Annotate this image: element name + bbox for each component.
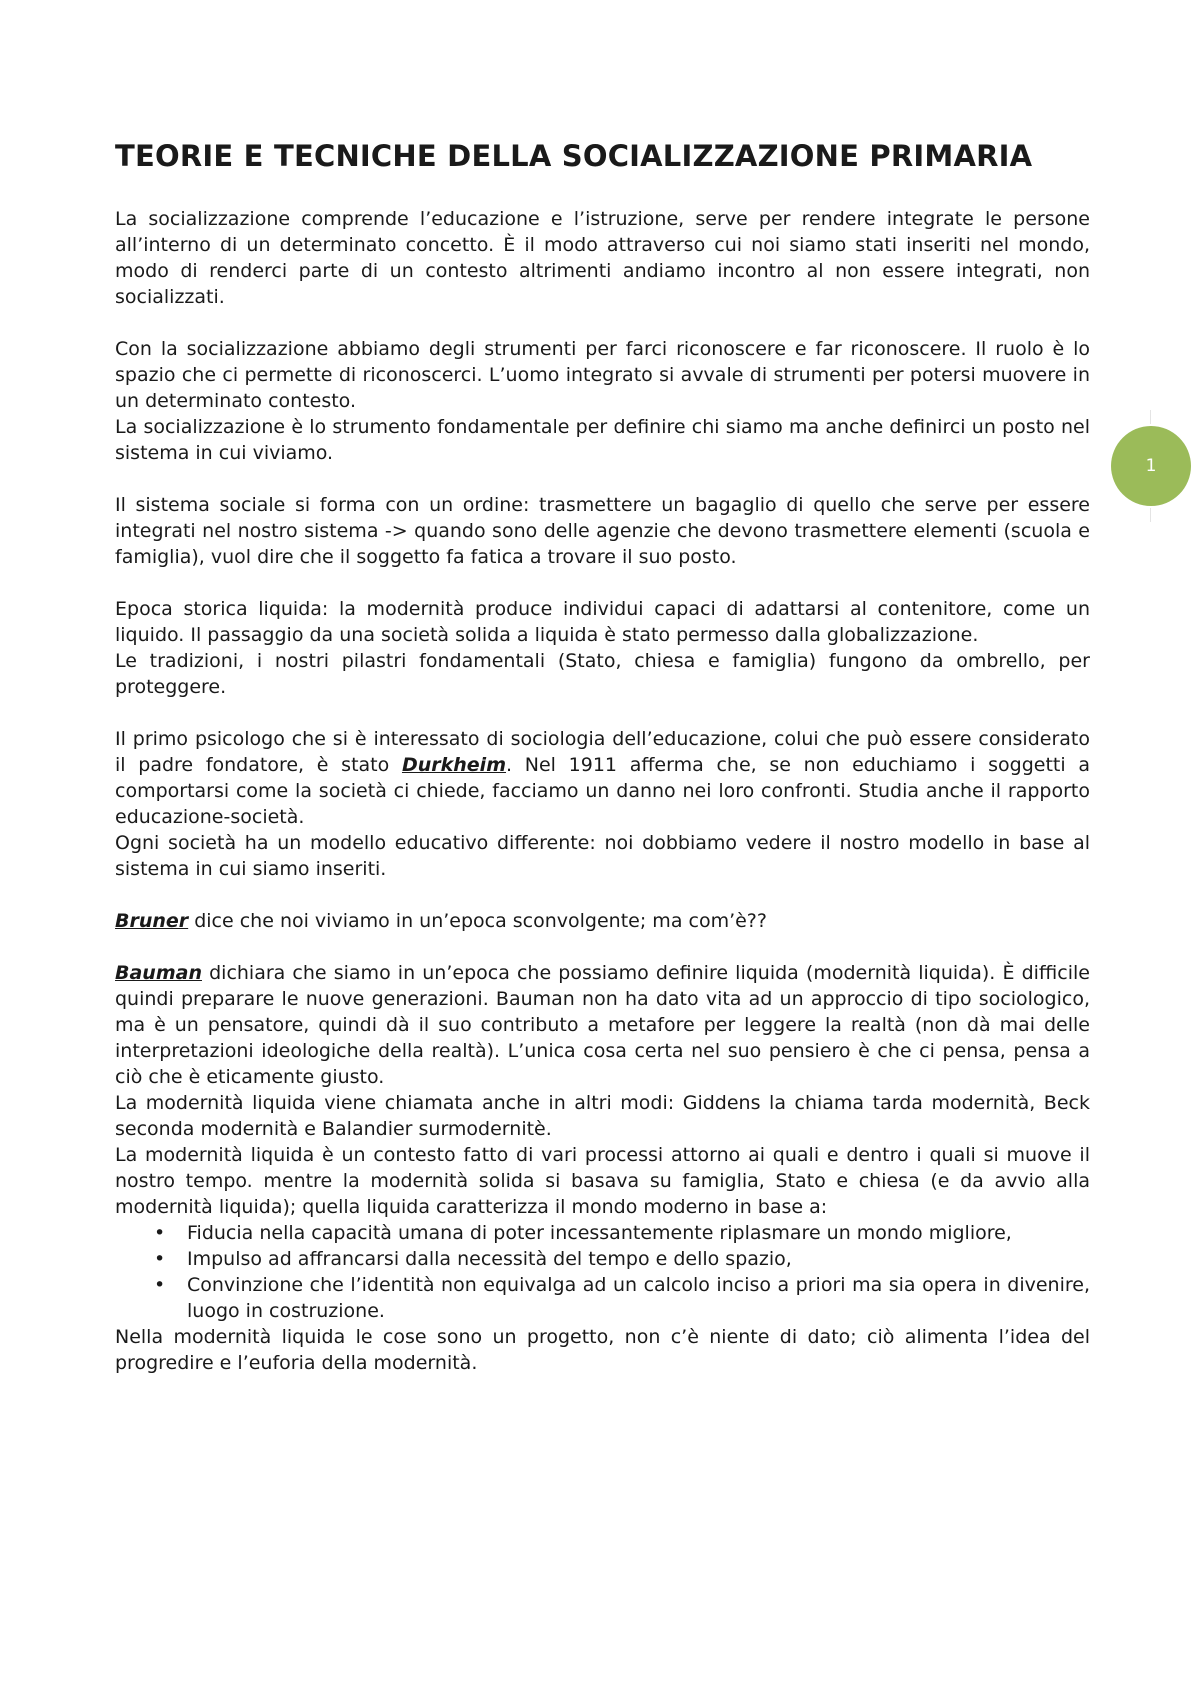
name-bruner: Bruner bbox=[115, 910, 189, 932]
paragraph-socializzazione: La socializzazione comprende l’educazione e l’istruzione, serve per rendere integrate le persone all’interno di un determinato concetto. È il modo attraverso cui noi siamo stati inseriti nel mondo, modo di renderci parte di un contesto altrimenti andiamo incontro al non essere integrati, non socializzati. bbox=[115, 208, 1090, 308]
paragraph-tradizioni: Le tradizioni, i nostri pilastri fondamentali (Stato, chiesa e famiglia) fungono da ombrello, per proteggere. bbox=[115, 650, 1090, 698]
paragraph-bauman: Bauman dichiara che siamo in un’epoca che possiamo definire liquida (modernità liquida). È difficile quindi preparare le nuove generazioni. Bauman non ha dato vita ad un approccio di tipo sociologico, ma è un pensatore, quindi dà il suo contributo a metafore per leggere la realtà (non dà mai delle interpretazioni ideologiche della realtà). L’unica cosa certa nel suo pensiero è che ci pensa, pensa a ciò che è eticamente giusto. bbox=[115, 962, 1090, 1088]
paragraph-strumento-fondamentale: La socializzazione è lo strumento fondamentale per definire chi siamo ma anche definirci un posto nel sistema in cui viviamo. bbox=[115, 416, 1090, 464]
name-bauman: Bauman bbox=[115, 962, 202, 984]
paragraph-durkheim: Il primo psicologo che si è interessato di sociologia dell’educazione, colui che può essere considerato il padre fondatore, è stato Durkheim. Nel 1911 afferma che, se non educhiamo i soggetti a comportarsi come la società ci chiede, facciamo un danno nei loro confronti. Studia anche il rapporto educazione-società. bbox=[115, 728, 1090, 828]
list-item: • Convinzione che l’identità non equivalga ad un calcolo inciso a priori ma sia opera in divenire, luogo in costruzione. bbox=[187, 1272, 1090, 1324]
paragraph-altri-modi: La modernità liquida viene chiamata anche in altri modi: Giddens la chiama tarda modernità, Beck seconda modernità e Balandier surmodernitè. bbox=[115, 1092, 1090, 1140]
paragraph-modello-educativo: Ogni società ha un modello educativo differente: noi dobbiamo vedere il nostro modello in base al sistema in cui siamo inseriti. bbox=[115, 832, 1090, 880]
paragraph-strumenti: Con la socializzazione abbiamo degli strumenti per farci riconoscere e far riconoscere. Il ruolo è lo spazio che ci permette di riconoscerci. L’uomo integrato si avvale di strumenti per potersi muovere in un determinato contesto. bbox=[115, 338, 1090, 412]
paragraph-sistema-sociale: Il sistema sociale si forma con un ordine: trasmettere un bagaglio di quello che serve per essere integrati nel nostro sistema -> quando sono delle agenzie che devono trasmettere elementi (scuola e famiglia), vuol dire che il soggetto fa fatica a trovare il suo posto. bbox=[115, 494, 1090, 568]
badge-line-bottom bbox=[1150, 508, 1151, 522]
paragraph-bruner: Bruner dice che noi viviamo in un’epoca sconvolgente; ma com’è?? bbox=[115, 910, 767, 932]
bullet-list bbox=[115, 1220, 1090, 1324]
document-title: TEORIE E TECNICHE DELLA SOCIALIZZAZIONE PRIMARIA bbox=[115, 139, 1033, 173]
paragraph-progetto: Nella modernità liquida le cose sono un progetto, non c’è niente di dato; ciò alimenta l’idea del progredire e l’euforia della modernità. bbox=[115, 1326, 1090, 1374]
list-item: • Impulso ad affrancarsi dalla necessità del tempo e dello spazio, bbox=[187, 1246, 1090, 1272]
paragraph-contesto: La modernità liquida è un contesto fatto di vari processi attorno ai quali e dentro i quali si muove il nostro tempo. mentre la modernità solida si basava su famiglia, Stato e chiesa (e da avvio alla modernità liquida); quella liquida caratterizza il mondo moderno in base a: bbox=[115, 1144, 1090, 1218]
badge-line-top bbox=[1150, 410, 1151, 424]
document-page bbox=[115, 138, 1090, 1376]
paragraph-epoca-liquida: Epoca storica liquida: la modernità produce individui capaci di adattarsi al contenitore, come un liquido. Il passaggio da una società solida a liquida è stato permesso dalla globalizzazione. bbox=[115, 598, 1090, 646]
page-number-badge: 1 bbox=[1111, 426, 1191, 506]
list-item: • Fiducia nella capacità umana di poter incessantemente riplasmare un mondo migliore, bbox=[187, 1220, 1090, 1246]
name-durkheim: Durkheim bbox=[401, 754, 506, 776]
